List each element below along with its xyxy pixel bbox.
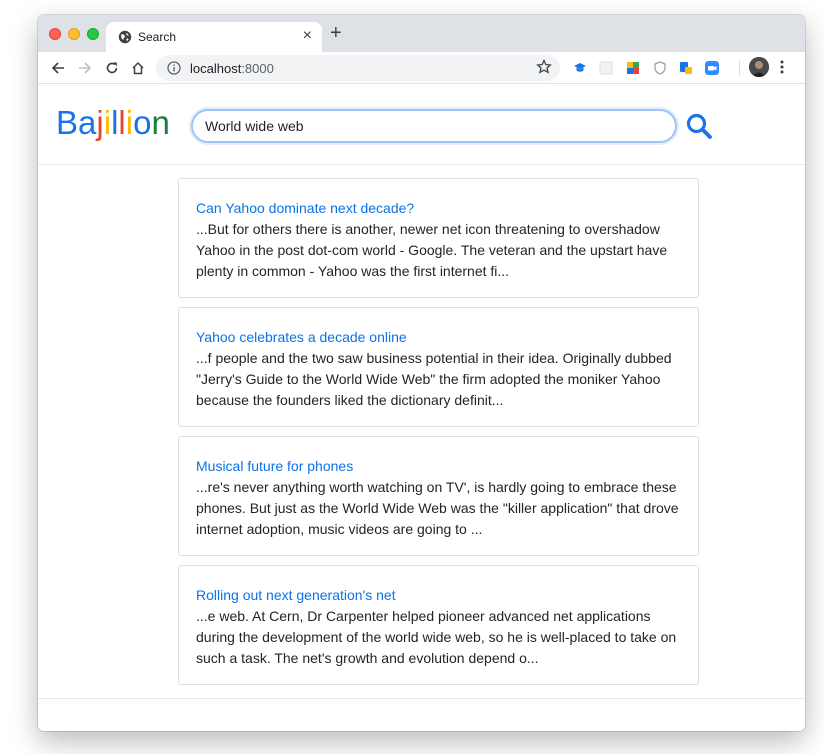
reload-icon <box>105 61 119 75</box>
logo-letter: B <box>56 104 79 141</box>
page-content <box>38 85 805 731</box>
results-list <box>178 178 699 694</box>
profile-photo-icon <box>749 57 769 77</box>
graduation-cap-icon[interactable] <box>573 61 587 75</box>
url-port: :8000 <box>241 61 274 76</box>
result-card <box>178 307 699 427</box>
globe-icon <box>118 30 132 44</box>
back-button[interactable] <box>48 58 68 78</box>
search-header <box>38 85 805 165</box>
logo-letter: l <box>118 104 126 141</box>
toolbar-divider <box>739 61 740 75</box>
more-menu-icon[interactable] <box>780 59 784 75</box>
color-picker-icon[interactable] <box>626 61 640 75</box>
arrow-left-icon <box>51 61 65 75</box>
window-minimize-button[interactable] <box>68 28 80 40</box>
result-title-link[interactable]: Can Yahoo dominate next decade? <box>196 200 415 216</box>
tab-strip <box>38 15 805 52</box>
result-snippet: ...f people and the two saw business potential in their idea. Originally dubbed "Jerry's Guide to the World Wide Web" the firm adopted the moniker Yahoo because the founders liked the dictionary definit... <box>196 350 672 408</box>
info-icon[interactable] <box>167 61 181 75</box>
result-card <box>178 565 699 685</box>
shield-icon[interactable] <box>653 61 667 75</box>
home-button[interactable] <box>128 58 148 78</box>
grid-extension-icon[interactable] <box>599 61 613 75</box>
new-tab-button[interactable]: + <box>330 22 342 44</box>
result-title-link[interactable]: Rolling out next generation's net <box>196 587 396 603</box>
avatar[interactable] <box>749 57 769 77</box>
url-text <box>190 61 274 76</box>
reload-button[interactable] <box>102 58 122 78</box>
result-snippet: ...But for others there is another, newer net icon threatening to overshadow Yahoo in the post dot-com world - Google. The veteran and the upstart have plenty in common - Yahoo was the first internet fi... <box>196 221 668 279</box>
address-bar[interactable] <box>156 55 560 81</box>
window-close-button[interactable] <box>49 28 61 40</box>
logo-letter: o <box>133 104 152 141</box>
bookmark-star-icon[interactable] <box>536 59 552 75</box>
result-card <box>178 178 699 298</box>
arrow-right-icon <box>78 61 92 75</box>
home-icon <box>131 61 145 75</box>
footer-divider <box>38 698 805 699</box>
result-title-link[interactable]: Musical future for phones <box>196 458 354 474</box>
tab-close-icon[interactable]: × <box>302 27 312 44</box>
logo-letter: l <box>111 104 119 141</box>
url-host: localhost <box>190 61 242 76</box>
bookmark-manager-icon[interactable] <box>679 61 693 75</box>
result-card <box>178 436 699 556</box>
browser-toolbar <box>38 52 805 84</box>
browser-window <box>38 15 805 731</box>
search-icon[interactable] <box>685 112 713 140</box>
logo-letter: i <box>103 104 112 141</box>
browser-tab[interactable] <box>106 22 322 52</box>
logo-letter: i <box>125 104 134 141</box>
result-title-link[interactable]: Yahoo celebrates a decade online <box>196 329 407 345</box>
app-logo[interactable] <box>56 103 170 143</box>
logo-letter: n <box>151 104 170 141</box>
result-snippet: ...e web. At Cern, Dr Carpenter helped pioneer advanced net applications during the development of the world wide web, so he is well-placed to take on such a task. The net's growth and evolution depend o... <box>196 608 677 666</box>
result-snippet: ...re's never anything worth watching on TV', is hardly going to embrace these phones. But just as the World Wide Web was the "killer application" that drove internet adoption, music videos are going to ... <box>196 479 679 537</box>
forward-button[interactable] <box>75 58 95 78</box>
search-input[interactable] <box>191 109 677 143</box>
logo-letter: a <box>78 104 97 141</box>
logo-letter: j <box>96 104 104 141</box>
window-maximize-button[interactable] <box>87 28 99 40</box>
tab-title: Search <box>138 30 177 44</box>
video-camera-icon[interactable] <box>705 61 719 75</box>
